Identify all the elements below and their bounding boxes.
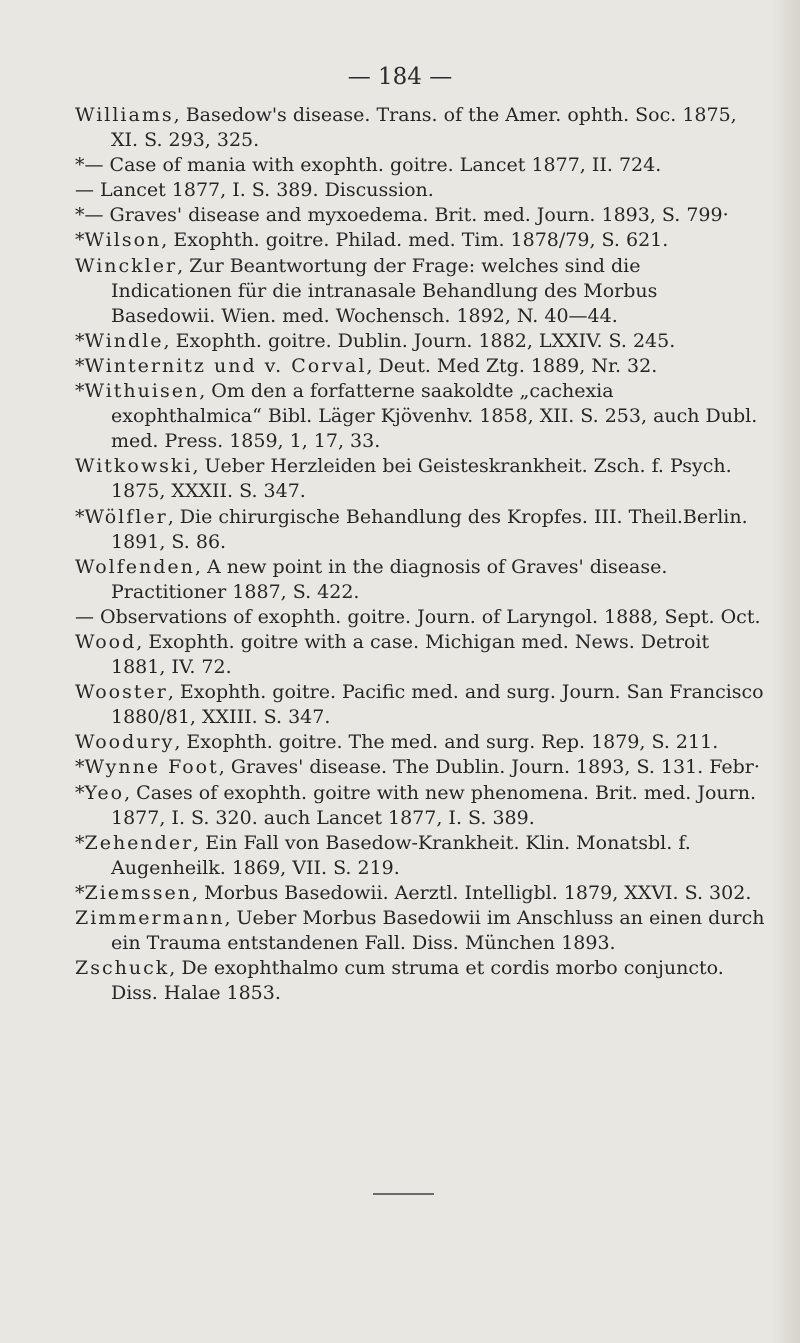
entry-marker: — bbox=[75, 605, 101, 628]
entry-author: Windle bbox=[84, 329, 164, 352]
entry-marker: * bbox=[75, 380, 85, 403]
bibliography-entry bbox=[75, 203, 765, 228]
bibliography-entry bbox=[75, 379, 765, 454]
entry-citation: , Exophth. goitre. Pacific med. and surg. Journ. San Francisco 1880/81, XXIII. S. 347. bbox=[111, 681, 764, 729]
bibliography-entry bbox=[75, 254, 765, 329]
entry-citation: , Exophth. goitre. Dublin. Journ. 1882, LXXIV. S. 245. bbox=[163, 329, 676, 352]
entry-citation: , Zur Beantwortung der Frage: welches sind die Indicationen für die intranasale Behandlung des Morbus Basedowii. Wien. med. Wochensch. 1892, N. 40—44. bbox=[111, 254, 658, 327]
entry-author: Wynne Foot bbox=[84, 756, 219, 779]
entry-citation: , Ueber Morbus Basedowii im Anschluss an einen durch ein Trauma entstandenen Fall. Diss. München 1893. bbox=[111, 907, 765, 955]
bibliography-entry bbox=[75, 103, 765, 153]
entry-marker: * bbox=[75, 756, 85, 779]
bibliography-entry bbox=[75, 555, 765, 605]
bibliography-entry bbox=[75, 956, 765, 1006]
entry-author: Ziemssen bbox=[84, 881, 193, 904]
bibliography-entry bbox=[75, 755, 765, 780]
entry-citation: , Die chirurgische Behandlung des Kropfes. III. Theil.Berlin. 1891, S. 86. bbox=[111, 505, 748, 553]
bibliography-entry bbox=[75, 881, 765, 906]
entry-citation: , Deut. Med Ztg. 1889, Nr. 32. bbox=[366, 354, 658, 377]
bibliography-entry bbox=[75, 354, 765, 379]
entry-author: Williams bbox=[75, 104, 174, 126]
bibliography-entry bbox=[75, 178, 765, 203]
entry-citation: Observations of exophth. goitre. Journ. of Laryngol. 1888, Sept. Oct. bbox=[100, 605, 761, 628]
bibliography-entry bbox=[75, 505, 765, 555]
entry-marker: * bbox=[75, 831, 85, 854]
entry-marker: * bbox=[75, 354, 85, 377]
entry-author: Winckler bbox=[75, 254, 178, 277]
entry-author: Zimmermann bbox=[75, 907, 225, 929]
entry-author: Zschuck bbox=[75, 957, 170, 980]
entry-citation: , Exophth. goitre. Philad. med. Tim. 1878/79, S. 621. bbox=[161, 229, 669, 252]
entry-marker: * bbox=[75, 329, 85, 352]
entry-citation: , Om den a forfatterne saakoldte „cachexia exophthalmica“ Bibl. Läger Kjövenhv. 1858, XII. S. 253, auch Dubl. med. Press. 1859, 1, 17, 33. bbox=[111, 380, 758, 453]
entry-marker: — bbox=[75, 179, 101, 202]
bibliography-entry bbox=[75, 680, 765, 730]
bibliography-entry bbox=[75, 781, 765, 831]
bibliography-entry bbox=[75, 153, 765, 178]
entry-author: Wölfler bbox=[84, 505, 168, 528]
entry-author: Winternitz und v. Corval bbox=[84, 354, 367, 377]
entry-marker: *— bbox=[75, 154, 110, 177]
entry-citation: , Ein Fall von Basedow-Krankheit. Klin. Monatsbl. f. Augenheilk. 1869, VII. S. 219. bbox=[111, 831, 691, 879]
entry-citation: , Morbus Basedowii. Aerztl. Intelligbl. 1879, XXVI. S. 302. bbox=[192, 881, 752, 904]
bibliography-entry bbox=[75, 605, 765, 630]
entry-citation: , Graves' disease. The Dublin. Journ. 1893, S. 131. Febr· bbox=[218, 756, 760, 779]
entry-citation: , De exophthalmo cum struma et cordis morbo conjuncto. Diss. Halae 1853. bbox=[111, 957, 724, 1005]
bibliography-entry bbox=[75, 454, 765, 504]
entry-marker: * bbox=[75, 881, 85, 904]
entry-marker: *— bbox=[75, 204, 110, 227]
entry-citation: , Basedow's disease. Trans. of the Amer. ophth. Soc. 1875, XI. S. 293, 325. bbox=[111, 104, 737, 152]
entry-citation: , Ueber Herzleiden bei Geisteskrankheit. Zsch. f. Psych. 1875, XXXII. S. 347. bbox=[111, 455, 732, 503]
entry-author: Yeo bbox=[84, 781, 125, 804]
entry-author: Withuisen bbox=[84, 380, 200, 403]
entry-marker: * bbox=[75, 505, 85, 528]
entry-citation: , Exophth. goitre. The med. and surg. Rep. 1879, S. 211. bbox=[174, 731, 719, 754]
bibliography-entry bbox=[75, 630, 765, 680]
entry-author: Woodury bbox=[75, 731, 175, 754]
bibliography-entry bbox=[75, 831, 765, 881]
entry-author: Wolfenden bbox=[75, 555, 195, 578]
entry-citation: Graves' disease and myxoedema. Brit. med. Journ. 1893, S. 799· bbox=[109, 204, 729, 227]
entry-citation: , A new point in the diagnosis of Graves' disease. Practitioner 1887, S. 422. bbox=[111, 555, 668, 603]
bibliography-entry bbox=[75, 329, 765, 354]
entry-author: Wooster bbox=[75, 681, 168, 704]
entry-citation: Lancet 1877, I. S. 389. Discussion. bbox=[100, 179, 434, 202]
page-number: — 184 — bbox=[347, 64, 453, 90]
entry-marker: * bbox=[75, 781, 85, 804]
entry-author: Wood bbox=[75, 630, 137, 653]
entry-citation: Case of mania with exophth. goitre. Lancet 1877, II. 724. bbox=[109, 154, 662, 177]
entry-author: Witkowski bbox=[75, 455, 193, 478]
bibliography-list bbox=[75, 103, 765, 1006]
entry-marker: * bbox=[75, 229, 85, 252]
entry-citation: , Exophth. goitre with a case. Michigan med. News. Detroit 1881, IV. 72. bbox=[111, 630, 710, 679]
entry-author: Zehender bbox=[84, 831, 194, 854]
bibliography-entry bbox=[75, 730, 765, 755]
entry-author: Wilson bbox=[84, 229, 162, 252]
entry-citation: , Cases of exophth. goitre with new phenomena. Brit. med. Journ. 1877, I. S. 320. auch Lancet 1877, I. S. 389. bbox=[111, 781, 756, 829]
footer-rule bbox=[373, 1193, 434, 1195]
bibliography-entry bbox=[75, 906, 765, 956]
bibliography-entry bbox=[75, 228, 765, 253]
